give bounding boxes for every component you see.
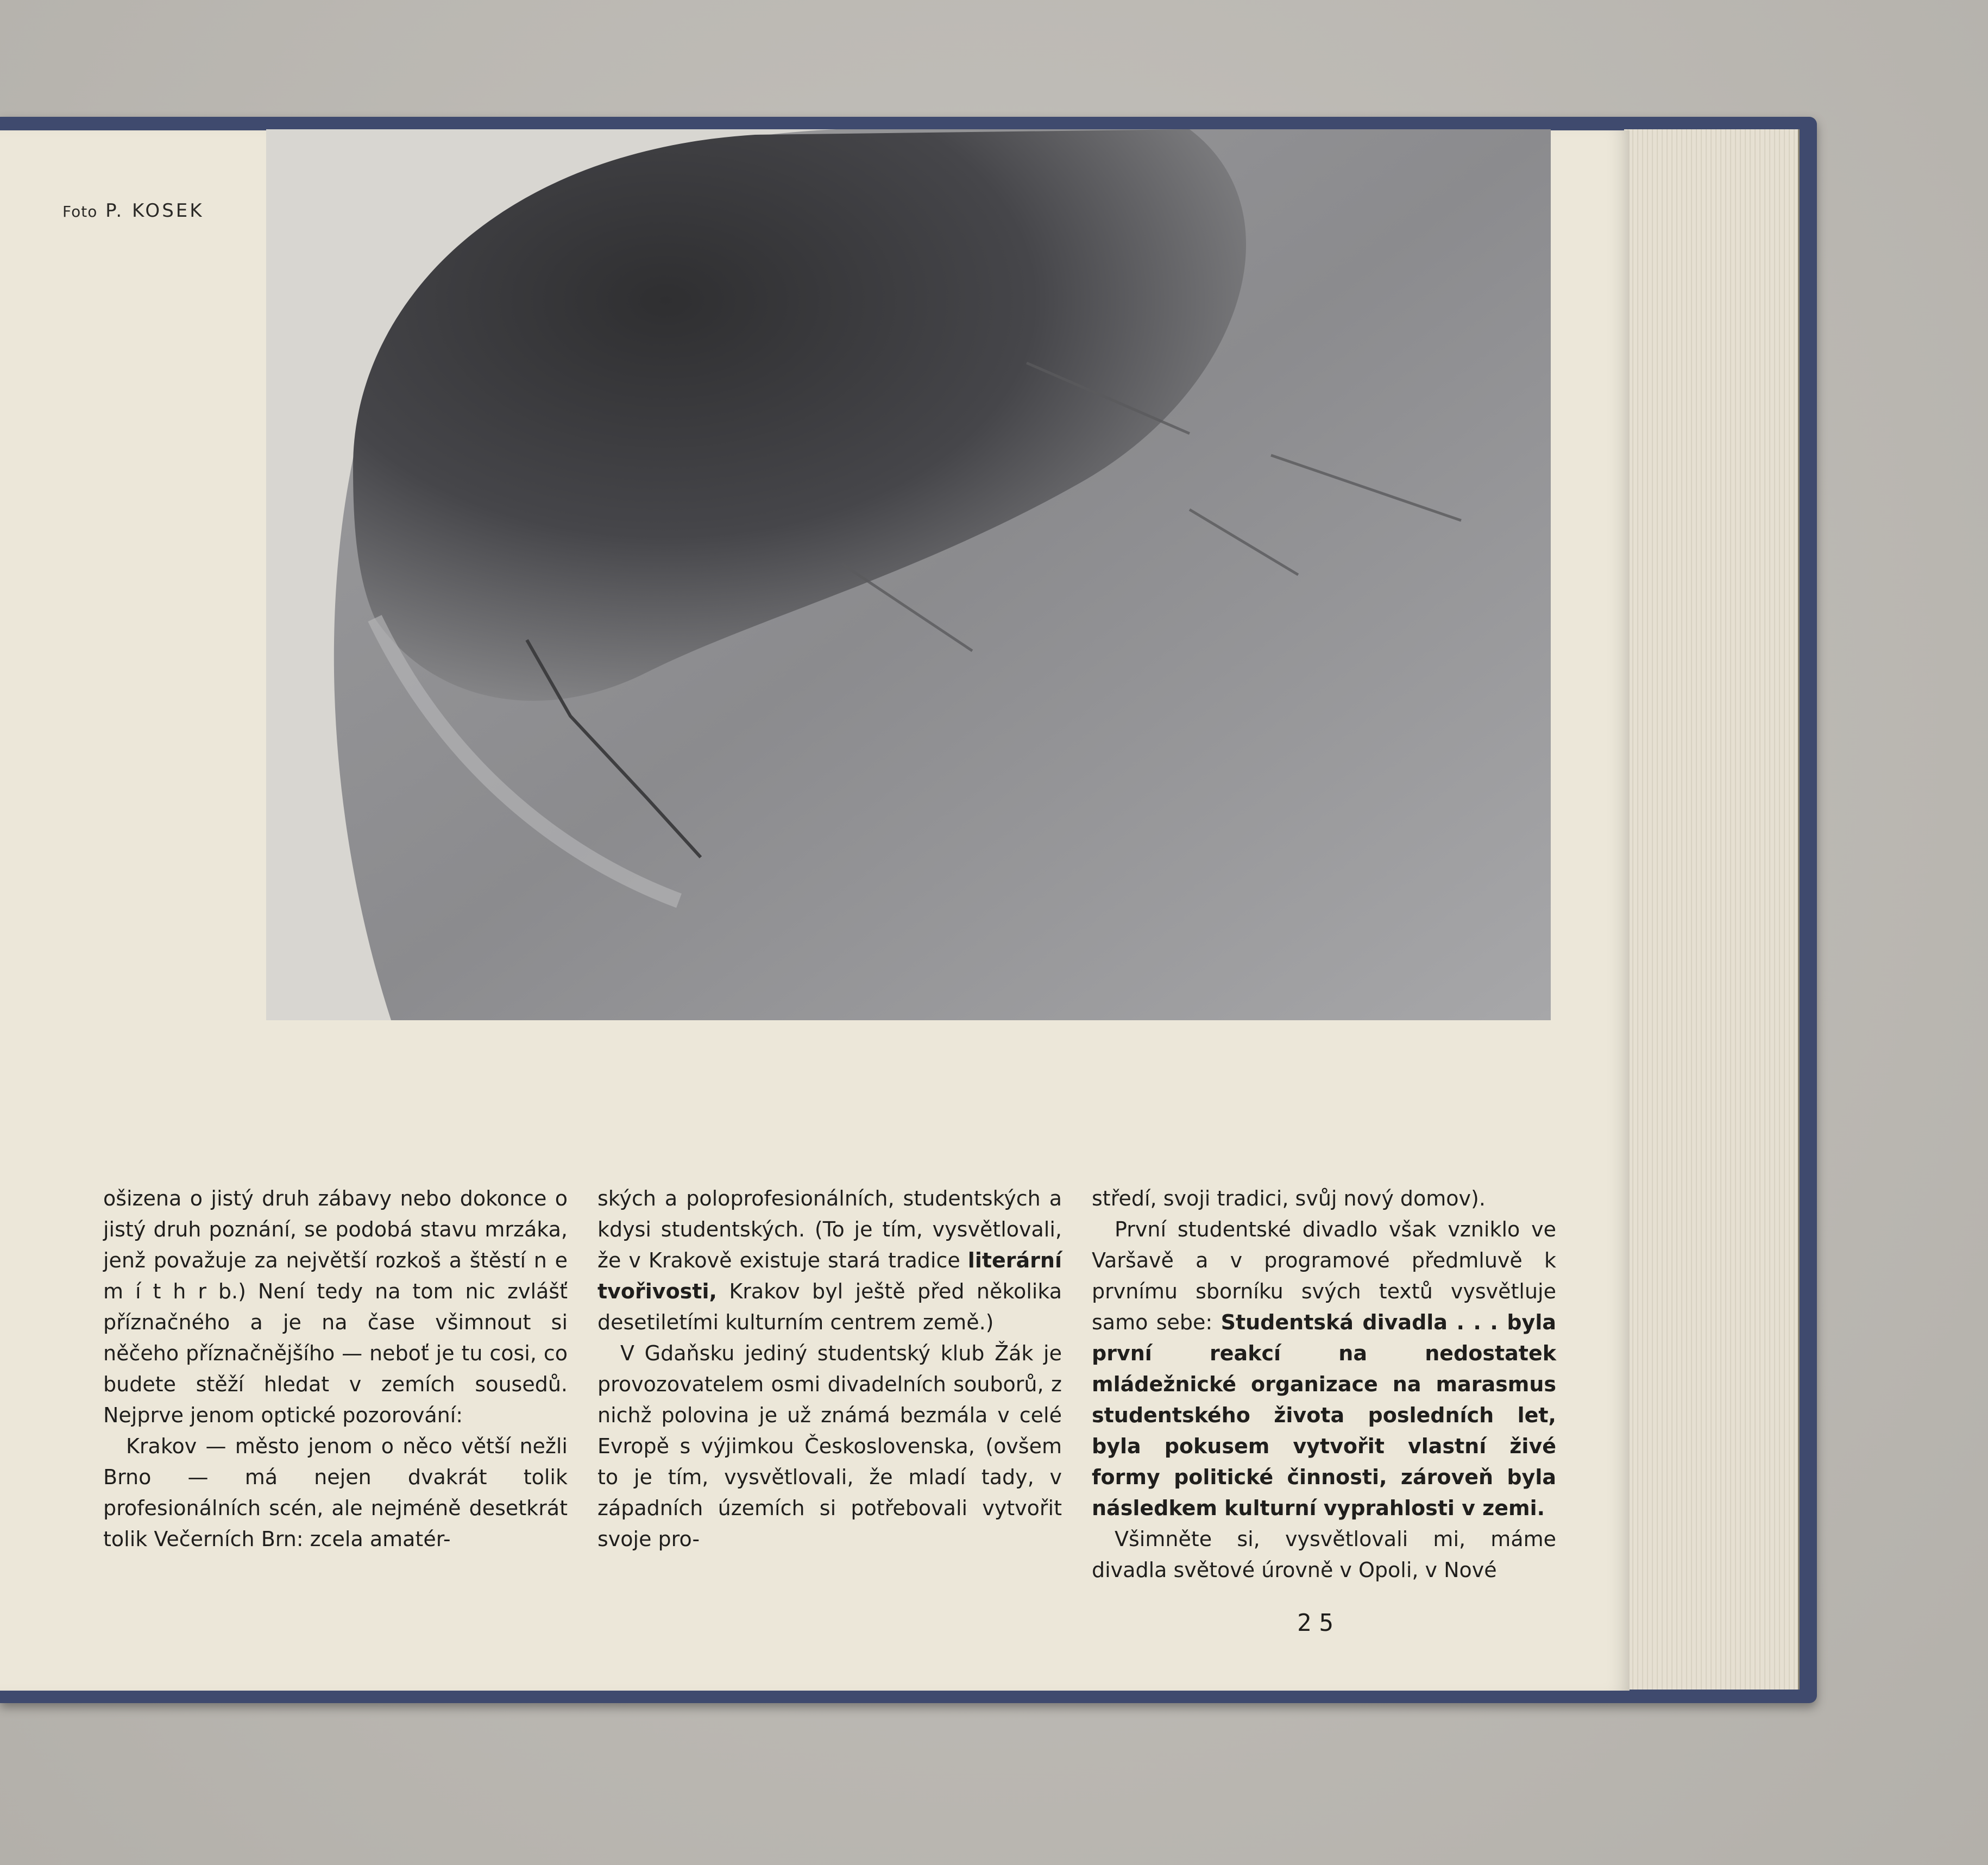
paragraph (1092, 1214, 1556, 1524)
text-column-2 (597, 1183, 1062, 1555)
text-run: ských a poloprofesionálních, studentských a kdysi studentských. (To je tím, vysvětlovali, že v Krakově existuje stará tradice (597, 1186, 1062, 1272)
paragraph: Krakov — město jenom o něco větší nežli Brno — má nejen dvakrát tolik profesionálních scén, ale nejméně desetkrát tolik Večerních Brn: zcela amatér- (103, 1434, 568, 1551)
text-run: Krakov byl ještě před několika desetiletími kulturním centrem země.) (597, 1279, 1062, 1334)
bold-text: Studentská divadla . . . byla první reakcí na nedostatek mládežnické organizace na marasmus studentského života posledních let, byla pokusem vytvořit vlastní živé formy politické činnosti, zároveň byla následkem kulturní vyprahlosti v zemi. (1092, 1310, 1556, 1520)
text-run: První studentské divadlo však vzniklo ve Varšavě a v programové předmluvě k prvnímu sborníku svých textů vysvětluje samo sebe: (1092, 1217, 1556, 1334)
page-edges (1624, 129, 1800, 1690)
page-number: 25 (1297, 1609, 1341, 1637)
photo-credit-name: P. KOSEK (105, 200, 204, 222)
bold-text: literární tvořivosti, (597, 1248, 1062, 1303)
paragraph: ošizena o jistý druh zábavy nebo dokonce o jistý druh poznání, se podobá stavu mrzáka, jenž považuje za největší rozkoš a štěstí n e m í t h r b.) Není tedy na tom nic zvlášť příznačného a je na čase všimnout si něčeho příznačnějšího — neboť je tu cosi, co budete stěží hledat v zemích sousedů. Nejprve jenom optické pozorování: (103, 1186, 568, 1427)
photo-credit-prefix: Foto (62, 203, 98, 221)
photograph (266, 129, 1551, 1020)
text-column-3 (1092, 1183, 1556, 1586)
paragraph: Všimněte si, vysvětlovali mi, máme divadla světové úrovně v Opoli, v Nové (1092, 1527, 1556, 1582)
photo-image (266, 129, 1551, 1020)
paragraph: středí, svoji tradici, svůj nový domov). (1092, 1186, 1486, 1210)
paragraph: V Gdaňsku jediný studentský klub Žák je provozovatelem osmi divadelních souborů, z nichž polovina je už známá bezmála v celé Evropě s výjimkou Československa, (ovšem to je tím, vysvětlovali, že mladí tady, v západních územích si potřebovali vytvořit svoje pro- (597, 1341, 1062, 1551)
paragraph (597, 1183, 1062, 1338)
photo-credit (62, 200, 204, 222)
text-column-1 (103, 1183, 568, 1555)
